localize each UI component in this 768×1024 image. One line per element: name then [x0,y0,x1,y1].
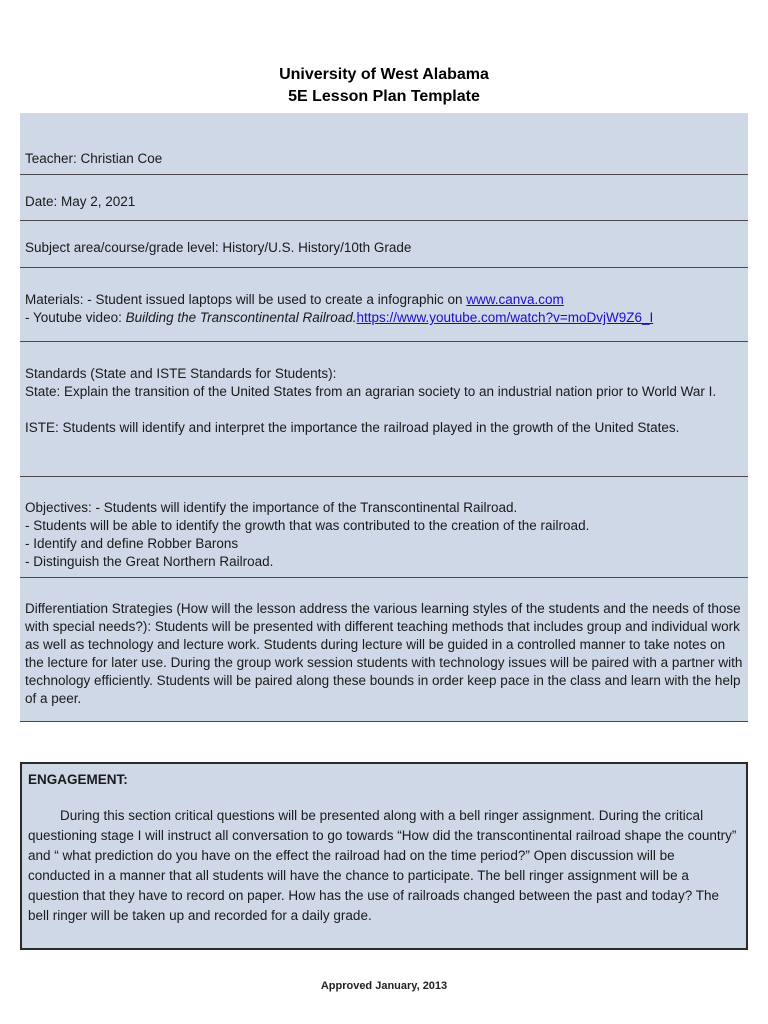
objective-item: - Distinguish the Great Northern Railroad. [25,554,274,569]
state-standard: State: Explain the transition of the United States from an agrarian society to an industrial nation prior to World War I. [25,384,717,399]
engagement-heading: ENGAGEMENT: [28,772,128,787]
date-row [20,175,748,221]
page-subtitle: 5E Lesson Plan Template [288,88,480,105]
engagement-box [20,762,748,950]
document-title-block [0,64,768,108]
materials-row [20,268,748,342]
lesson-info-table [20,113,748,722]
objectives-row [20,477,748,578]
materials-line-2 [25,309,743,327]
youtube-label: - Youtube video: [25,310,126,325]
youtube-link[interactable]: https://www.youtube.com/watch?v=moDvjW9Z6_I [356,310,654,325]
subject-row [20,221,748,268]
page-title: University of West Alabama [279,66,489,83]
objective-item: - Identify and define Robber Barons [25,536,239,551]
date-text: Date: May 2, 2021 [25,194,136,209]
differentiation-row [20,578,748,722]
canva-link[interactable]: www.canva.com [466,292,564,307]
iste-standard: ISTE: Students will identify and interpret the importance the railroad played in the growth of the United States. [25,420,680,435]
subject-text: Subject area/course/grade level: History/U.S. History/10th Grade [25,240,412,255]
video-title: Building the Transcontinental Railroad. [125,310,357,325]
teacher-row [20,113,748,175]
standards-row [20,342,748,477]
objective-item: Objectives: - Students will identify the importance of the Transcontinental Railroad. [25,500,518,515]
materials-line-1 [25,291,743,309]
engagement-body: During this section critical questions will be presented along with a bell ringer assignment. During the critical questioning stage I will instruct all conversation to go towards “How did the transcontinental railroad shape the country” and “ what prediction do you have on the effect the railroad had on the time period?” Open discussion will be conducted in a manner that all students will have the chance to participate. The bell ringer assignment will be a question that they have to record on paper. How has the use of railroads changed between the past and today? The bell ringer will be taken up and recorded for a daily grade. [28,808,737,923]
objective-item: - Students will be able to identify the growth that was contributed to the creation of the railroad. [25,518,590,533]
standards-heading: Standards (State and ISTE Standards for Students): [25,366,337,381]
teacher-text: Teacher: Christian Coe [25,151,163,166]
approval-footer: Approved January, 2013 [320,980,448,992]
differentiation-text: Differentiation Strategies (How will the lesson address the various learning styles of the students and the needs of those with special needs?): Students will be presented with different teaching methods that includes group and individual work as well as technology and lecture work. Students during lecture will be guided in a controlled manner to take notes on the lecture for later use. During the group work session students with technology issues will be paired with a partner with technology efficiently. Students will be paired along these bounds in order keep pace in the class and learn with the help of a peer. [25,601,743,706]
materials-text: Materials: - Student issued laptops will be used to create a infographic on [25,292,467,307]
